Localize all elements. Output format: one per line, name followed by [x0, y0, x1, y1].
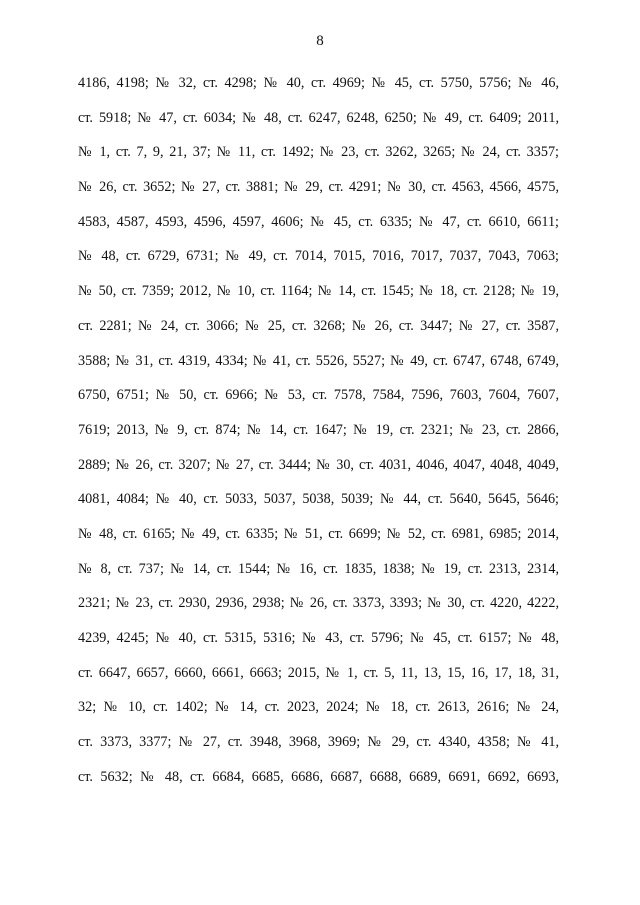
- text-line: 32; № 10, ст. 1402; № 14, ст. 2023, 2024; № 18, ст. 2613, 2616; № 24,: [78, 699, 559, 716]
- text-line: 2889; № 26, ст. 3207; № 27, ст. 3444; № 30, ст. 4031, 4046, 4047, 4048, 4049,: [78, 456, 559, 473]
- text-line: № 50, ст. 7359; 2012, № 10, ст. 1164; № 14, ст. 1545; № 18, ст. 2128; № 19,: [78, 283, 559, 300]
- text-line: № 1, ст. 7, 9, 21, 37; № 11, ст. 1492; № 23, ст. 3262, 3265; № 24, ст. 3357;: [78, 144, 559, 161]
- text-line: 3588; № 31, ст. 4319, 4334; № 41, ст. 5526, 5527; № 49, ст. 6747, 6748, 6749,: [78, 352, 559, 369]
- text-line: ст. 5918; № 47, ст. 6034; № 48, ст. 6247, 6248, 6250; № 49, ст. 6409; 2011,: [78, 109, 559, 126]
- text-line: ст. 6647, 6657, 6660, 6661, 6663; 2015, № 1, ст. 5, 11, 13, 15, 16, 17, 18, 31,: [78, 664, 559, 681]
- text-line: 2321; № 23, ст. 2930, 2936, 2938; № 26, ст. 3373, 3393; № 30, ст. 4220, 4222,: [78, 595, 559, 612]
- text-line: ст. 3373, 3377; № 27, ст. 3948, 3968, 3969; № 29, ст. 4340, 4358; № 41,: [78, 734, 559, 751]
- text-line: № 26, ст. 3652; № 27, ст. 3881; № 29, ст. 4291; № 30, ст. 4563, 4566, 4575,: [78, 179, 559, 196]
- text-line: № 48, ст. 6165; № 49, ст. 6335; № 51, ст. 6699; № 52, ст. 6981, 6985; 2014,: [78, 525, 559, 542]
- text-line: ст. 5632; № 48, ст. 6684, 6685, 6686, 6687, 6688, 6689, 6691, 6692, 6693,: [78, 768, 559, 785]
- text-line: 4239, 4245; № 40, ст. 5315, 5316; № 43, ст. 5796; № 45, ст. 6157; № 48,: [78, 630, 559, 646]
- text-line: 6750, 6751; № 50, ст. 6966; № 53, ст. 7578, 7584, 7596, 7603, 7604, 7607,: [78, 387, 559, 404]
- text-line: № 8, ст. 737; № 14, ст. 1544; № 16, ст. 1835, 1838; № 19, ст. 2313, 2314,: [78, 560, 559, 577]
- page-number: 8: [316, 33, 324, 49]
- text-line: ст. 2281; № 24, ст. 3066; № 25, ст. 3268; № 26, ст. 3447; № 27, ст. 3587,: [78, 317, 559, 334]
- text-line: 7619; 2013, № 9, ст. 874; № 14, ст. 1647; № 19, ст. 2321; № 23, ст. 2866,: [78, 421, 559, 438]
- text-line: № 48, ст. 6729, 6731; № 49, ст. 7014, 7015, 7016, 7017, 7037, 7043, 7063;: [78, 248, 559, 265]
- text-line: 4186, 4198; № 32, ст. 4298; № 40, ст. 4969; № 45, ст. 5750, 5756; № 46,: [78, 75, 559, 91]
- page-body-text: [78, 70, 559, 798]
- text-line: 4583, 4587, 4593, 4596, 4597, 4606; № 45, ст. 6335; № 47, ст. 6610, 6611;: [78, 213, 559, 230]
- text-line: 4081, 4084; № 40, ст. 5033, 5037, 5038, 5039; № 44, ст. 5640, 5645, 5646;: [78, 491, 559, 508]
